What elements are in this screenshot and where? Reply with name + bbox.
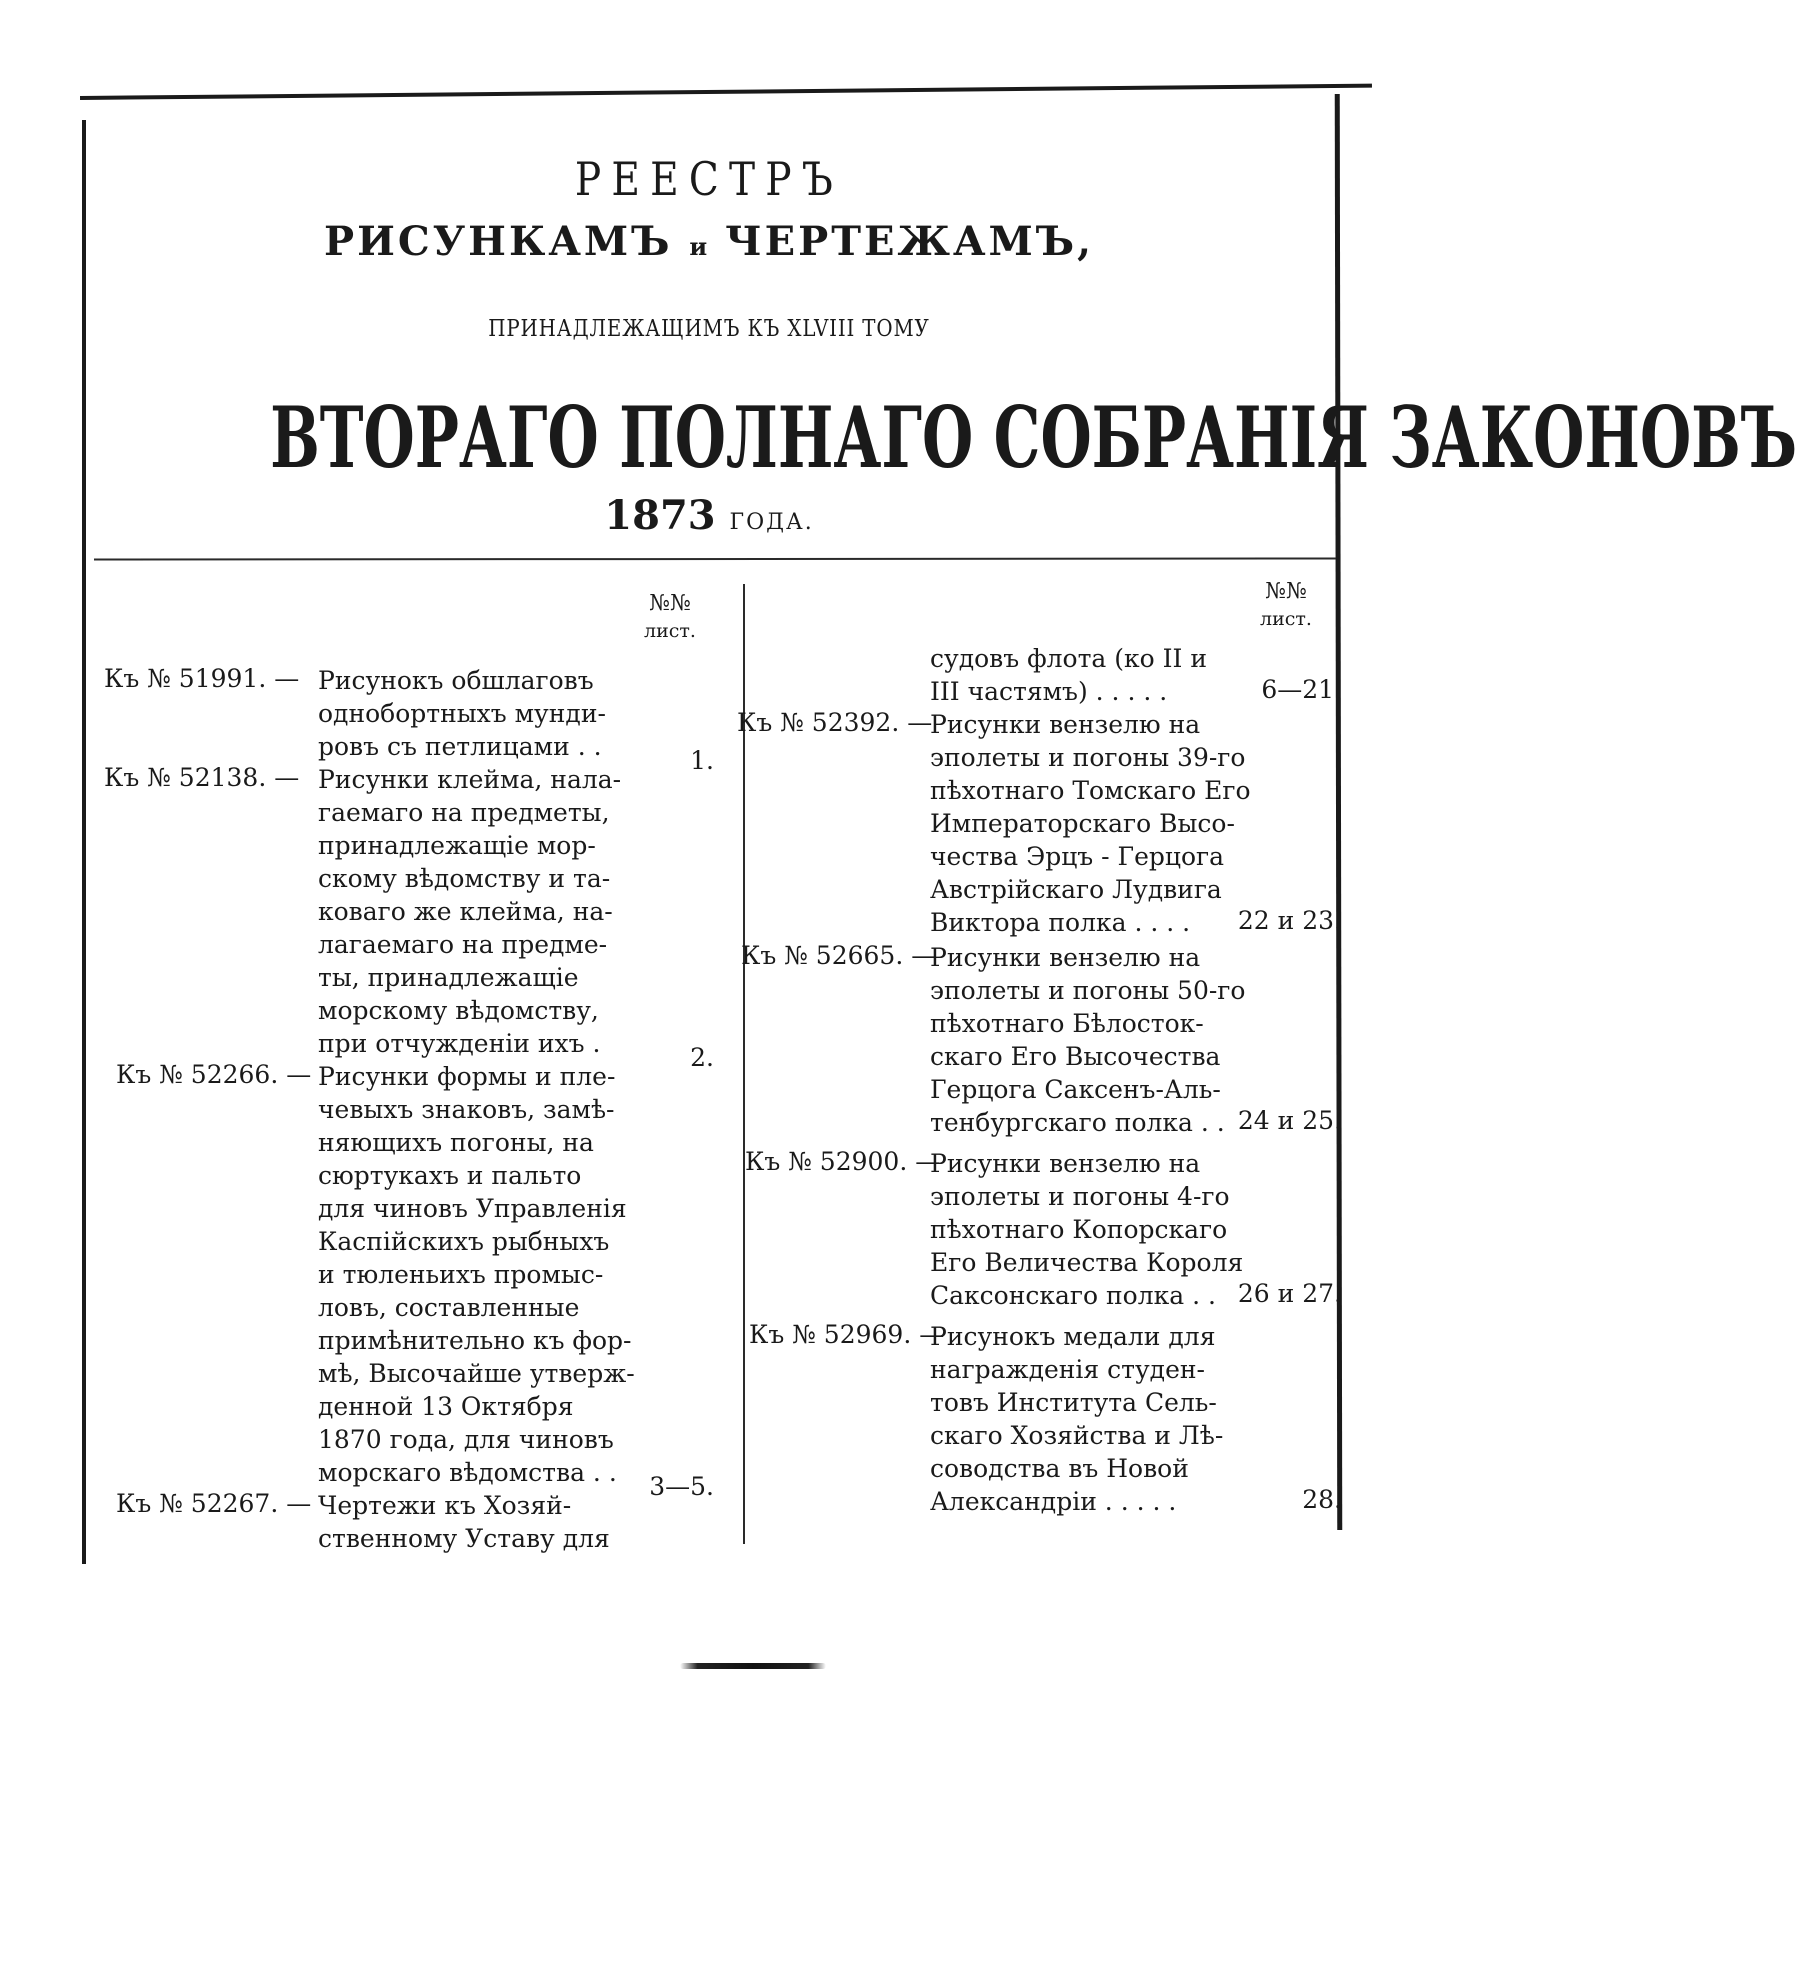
entry-sheet-number: 22 и 23. — [1237, 906, 1342, 935]
entry-line: Рисунки вензелю на — [930, 1149, 1201, 1178]
entry-line: награжденія студен- — [930, 1355, 1205, 1384]
entry-sheet-number: 28. — [1302, 1485, 1342, 1514]
entry-line: мѣ, Высочайше утверж- — [318, 1359, 635, 1388]
entry-reference: Къ № 52900. — — [745, 1147, 941, 1176]
entry-line: чества Эрцъ - Герцога — [930, 842, 1225, 871]
entry-line: Чертежи къ Хозяй- — [318, 1491, 572, 1520]
frame-top-rule — [80, 84, 1372, 100]
entry-line: Рисунки формы и пле- — [318, 1062, 616, 1091]
entry-line: Виктора полка . . . . — [930, 908, 1191, 937]
right-sheets-header — [1246, 578, 1326, 631]
entry-line: однобортныхъ мунди- — [318, 699, 606, 728]
entry-line: чевыхъ знаковъ, замѣ- — [318, 1095, 615, 1124]
frame-left-rule — [82, 120, 86, 1564]
entry-description — [930, 1147, 1244, 1312]
entry-line: скаго Его Высочества — [930, 1042, 1221, 1071]
entry-line: пѣхотнаго Копорскаго — [930, 1215, 1228, 1244]
end-ornament-rule — [680, 1663, 826, 1669]
entry-description — [318, 664, 606, 763]
entry-description — [930, 941, 1246, 1139]
entry-line: при отчужденіи ихъ . — [318, 1029, 601, 1058]
title-year — [82, 492, 1336, 539]
entry-line: Его Величества Короля — [930, 1248, 1244, 1277]
entry-sheet-number: 26 и 27. — [1237, 1279, 1342, 1308]
entry-description — [318, 1489, 610, 1555]
entry-line: Австрійскаго Лудвига — [930, 875, 1222, 904]
entry-line: Рисунокъ медали для — [930, 1322, 1216, 1351]
entry-reference: Къ № 52138. — — [104, 763, 300, 792]
entry-sheet-number: 6—21. — [1261, 675, 1342, 704]
entry-line: пѣхотнаго Бѣлосток- — [930, 1009, 1204, 1038]
entry-line: денной 13 Октября — [318, 1392, 574, 1421]
entry-line: эполеты и погоны 39-го — [930, 743, 1246, 772]
title-drawings-a: РИСУНКАМЪ — [323, 218, 673, 265]
entry-reference: Къ № 52392. — — [737, 708, 933, 737]
frame-right-rule — [1335, 94, 1343, 1530]
entry-line: примѣнительно къ фор- — [318, 1326, 632, 1355]
year-suffix: ГОДА. — [729, 510, 814, 535]
sheets-label: лист. — [644, 619, 696, 642]
entry-line: сюртукахъ и пальто — [318, 1161, 582, 1190]
entry-line: лагаемаго на предме- — [318, 930, 608, 959]
entry-line: Рисунокъ обшлаговъ — [318, 666, 594, 695]
entry-line: Каспійскихъ рыбныхъ — [318, 1227, 610, 1256]
entry-line: ровъ съ петлицами . . — [318, 732, 602, 761]
entry-line: коваго же клейма, на- — [318, 897, 613, 926]
entry-line: ты, принадлежащіе — [318, 963, 579, 992]
entry-description — [930, 642, 1220, 708]
entry-line: гаемаго на предметы, — [318, 798, 610, 827]
entry-line: Герцога Саксенъ-Аль- — [930, 1075, 1221, 1104]
numbers-label: №№ — [649, 591, 691, 616]
entry-line: ловъ, составленные — [318, 1293, 580, 1322]
entry-line: Рисунки вензелю на — [930, 943, 1201, 972]
entry-line: для чиновъ Управленія — [318, 1194, 627, 1223]
header-divider-rule — [94, 557, 1336, 560]
entry-line: скому вѣдомству и та- — [318, 864, 611, 893]
year-number: 1873 — [604, 492, 716, 539]
entry-line: Саксонскаго полка . . — [930, 1281, 1216, 1310]
title-volume: ПРИНАДЛЕЖАЩИМЪ КЪ XLVIII ТОМУ — [488, 316, 930, 342]
entry-line: Рисунки клейма, нала- — [318, 765, 622, 794]
entry-line: эполеты и погоны 4-го — [930, 1182, 1230, 1211]
entry-line: судовъ флота (ко II и — [930, 644, 1208, 673]
entry-reference: Къ № 52969. — — [749, 1320, 945, 1349]
entry-reference: Къ № 51991. — — [104, 664, 300, 693]
title-drawings-and: и — [689, 232, 709, 261]
entry-line: няющихъ погоны, на — [318, 1128, 594, 1157]
title-collection: ВТОРАГО ПОЛНАГО СОБРАНІЯ ЗАКОНОВЪ — [270, 388, 1797, 487]
entry-line: пѣхотнаго Томскаго Его — [930, 776, 1251, 805]
entry-line: товъ Института Сель- — [930, 1388, 1217, 1417]
entry-line: ственному Уставу для — [318, 1524, 610, 1553]
entry-line: Императорскаго Высо- — [930, 809, 1235, 838]
entry-line: Рисунки вензелю на — [930, 710, 1201, 739]
title-drawings-c: ЧЕРТЕЖАМЪ, — [725, 218, 1095, 265]
entry-line: Александріи . . . . . — [930, 1487, 1177, 1516]
sheets-label: лист. — [1260, 607, 1312, 630]
entry-description — [930, 1320, 1224, 1518]
entry-line: 1870 года, для чиновъ — [318, 1425, 614, 1454]
entry-sheet-number: 3—5. — [649, 1472, 714, 1501]
entry-sheet-number: 24 и 25. — [1237, 1106, 1342, 1135]
entry-line: принадлежащіе мор- — [318, 831, 596, 860]
left-sheets-header — [630, 590, 710, 643]
entry-line: скаго Хозяйства и Лѣ- — [930, 1421, 1224, 1450]
entry-description — [318, 763, 622, 1060]
entry-sheet-number: 1. — [690, 746, 714, 775]
entry-reference: Къ № 52266. — — [116, 1060, 312, 1089]
numbers-label: №№ — [1265, 579, 1307, 604]
title-registry: РЕЕСТРЪ — [574, 152, 844, 206]
entry-line: морскаго вѣдомства . . — [318, 1458, 617, 1487]
entry-line: III частямъ) . . . . . — [930, 677, 1168, 706]
entry-reference: Къ № 52665. — — [741, 941, 937, 970]
entry-line: соводства въ Новой — [930, 1454, 1189, 1483]
entry-line: и тюленьихъ промыс- — [318, 1260, 604, 1289]
entry-description — [318, 1060, 635, 1489]
entry-line: морскому вѣдомству, — [318, 996, 599, 1025]
title-drawings — [82, 218, 1336, 265]
entry-line: эполеты и погоны 50-го — [930, 976, 1246, 1005]
entry-description — [930, 708, 1251, 939]
entry-reference: Къ № 52267. — — [116, 1489, 312, 1518]
entry-sheet-number: 2. — [690, 1043, 714, 1072]
entry-line: тенбургскаго полка . . — [930, 1108, 1225, 1137]
